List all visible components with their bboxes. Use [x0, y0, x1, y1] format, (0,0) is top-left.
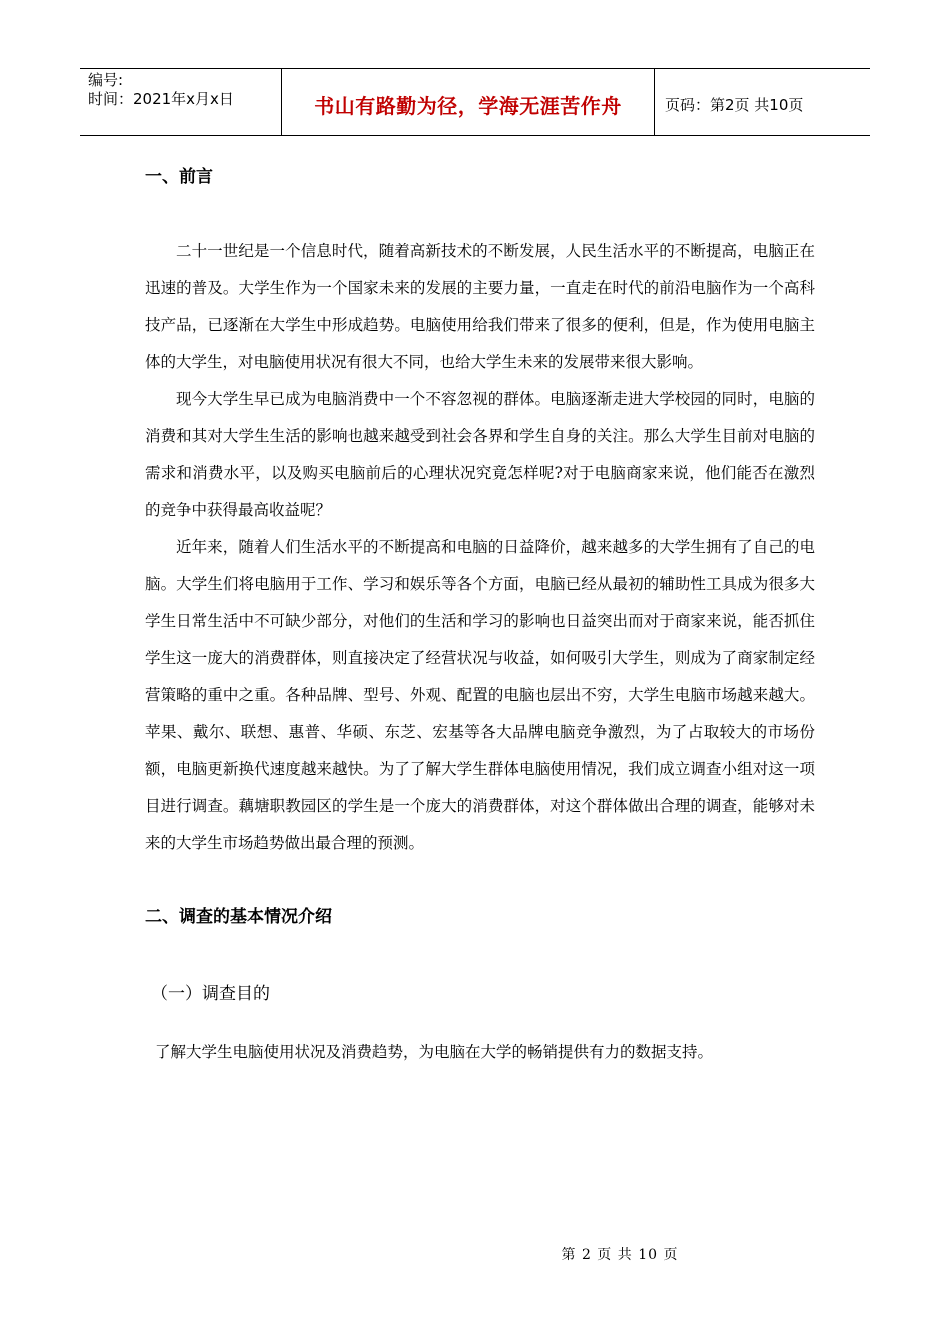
paragraph-3: 近年来，随着人们生活水平的不断提高和电脑的日益降价，越来越多的大学生拥有了自己的电脑。大学生们将电脑用于工作、学习和娱乐等各个方面，电脑已经从最初的辅助性工具成为很多大学生日常生活中不可缺少部分，对他们的生活和学习的影响也日益突出而对于商家来说，能否抓住学生这一庞大的消费群体，则直接决定了经营状况与收益，如何吸引大学生，则成为了商家制定经营策略的重中之重。各种品牌、型号、外观、配置的电脑也层出不穷，大学生电脑市场越来越大。苹果、戴尔、联想、惠普、华硕、东芝、宏基等各大品牌电脑竞争激烈，为了占取较大的市场份额，电脑更新换代速度越来越快。为了了解大学生群体电脑使用情况，我们成立调查小组对这一项目进行调查。藕塘职教园区的学生是一个庞大的消费群体，对这个群体做出合理的调查，能够对未来的大学生市场趋势做出最合理的预测。	[145, 538, 815, 852]
paragraph-2: 现今大学生早已成为电脑消费中一个不容忽视的群体。电脑逐渐走进大学校园的同时，电脑的消费和其对大学生生活的影响也越来越受到社会各界和学生自身的关注。那么大学生目前对电脑的需求和消费水平，以及购买电脑前后的心理状况究竟怎样呢?对于电脑商家来说，他们能否在激烈的竞争中获得最高收益呢？	[145, 390, 815, 519]
header-meta	[80, 69, 282, 135]
footer-page-number: 第 2 页 共 10 页	[561, 1247, 679, 1263]
section-title-survey: 二、调查的基本情况介绍	[145, 907, 332, 927]
doc-number-label: 编号:	[88, 71, 124, 89]
section-title-preface: 一、前言	[145, 167, 213, 187]
header-table	[80, 68, 870, 136]
header-motto-cell	[282, 69, 655, 135]
document-body	[145, 150, 815, 1071]
purpose-text: 了解大学生电脑使用状况及消费趋势，为电脑在大学的畅销提供有力的数据支持。	[155, 1043, 714, 1061]
paragraph-1: 二十一世纪是一个信息时代，随着高新技术的不断发展，人民生活水平的不断提高，电脑正在迅速的普及。大学生作为一个国家未来的发展的主要力量，一直走在时代的前沿电脑作为一个高科技产品，已逐渐在大学生中形成趋势。电脑使用给我们带来了很多的便利，但是，作为使用电脑主体的大学生，对电脑使用状况有很大不同，也给大学生未来的发展带来很大影响。	[145, 242, 815, 371]
subsection-title-purpose: （一）调查目的	[151, 984, 270, 1004]
motto-text: 书山有路勤为径，学海无涯苦作舟	[314, 93, 622, 118]
header-page-info: 页码：第2页 共10页	[665, 95, 804, 114]
doc-time-label: 时间：2021年x月x日	[88, 90, 234, 108]
